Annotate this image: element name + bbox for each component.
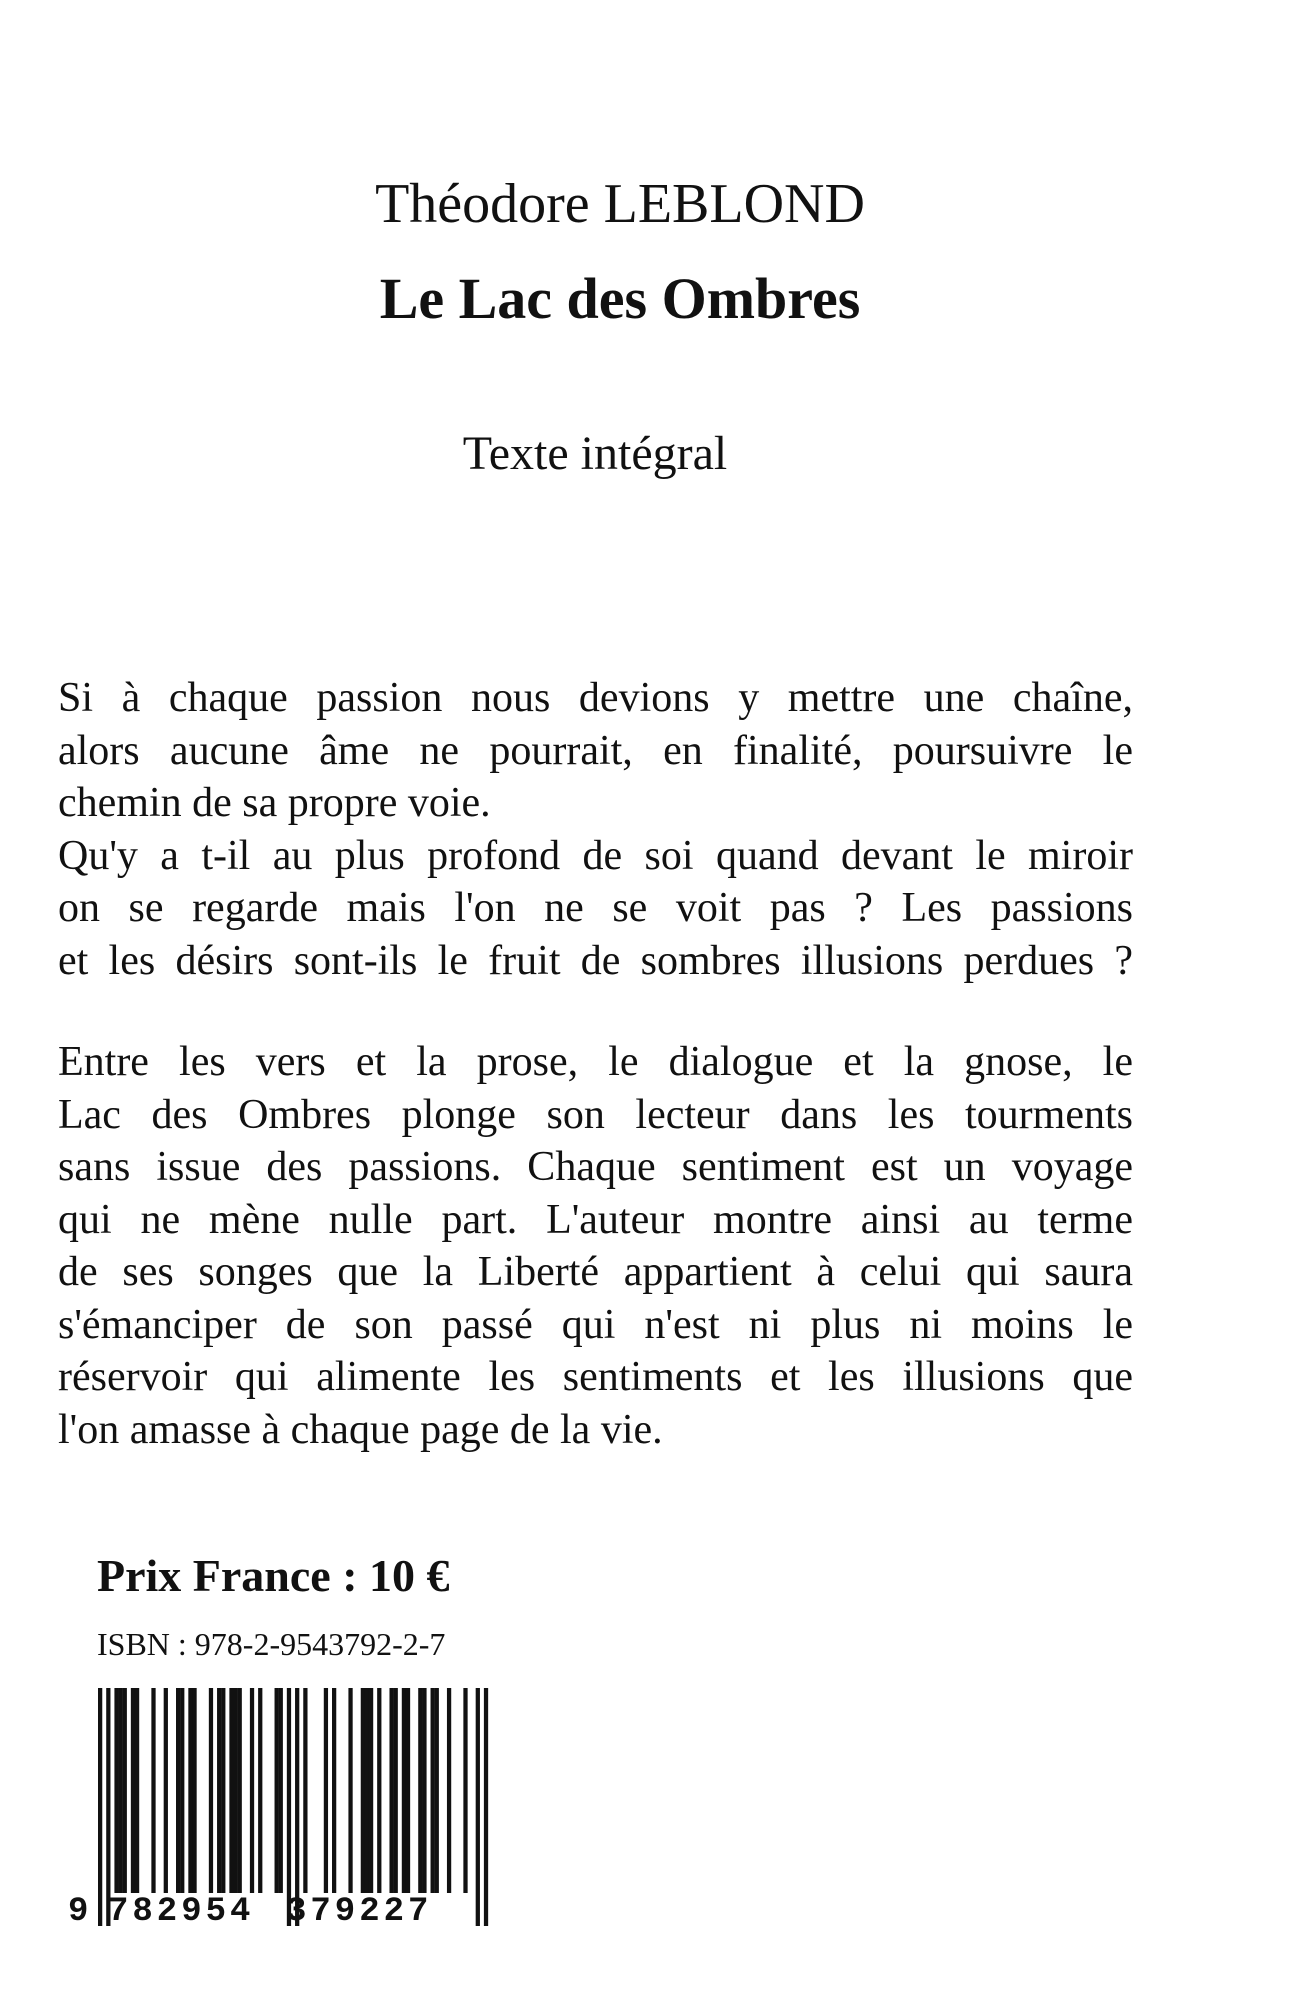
barcode-bar <box>389 1688 393 1893</box>
text-line: de ses songes que la Liberté appartient à celui qui saura <box>58 1249 1133 1295</box>
text-line: Si à chaque passion nous devions y mettre une chaîne, <box>58 675 1133 721</box>
text-line: Qu'y a t-il au plus profond de soi quand devant le miroir <box>58 832 1133 879</box>
barcode-bar <box>188 1688 192 1893</box>
text-line: l'on amasse à chaque page de la vie. <box>58 1406 663 1453</box>
barcode-first-digit: 9 <box>68 1893 89 1929</box>
barcode-bar <box>229 1688 233 1893</box>
barcode-bar <box>131 1688 135 1893</box>
book-subtitle: Texte intégral <box>462 427 728 480</box>
barcode-guard-bar <box>484 1688 488 1926</box>
isbn-label: ISBN : 978-2-9543792-2-7 <box>97 1626 446 1662</box>
barcode-bar <box>192 1688 196 1893</box>
barcode-bar <box>377 1688 381 1893</box>
barcode-bar <box>394 1688 398 1893</box>
barcode-bar <box>406 1688 410 1893</box>
isbn-barcode <box>58 1684 494 1929</box>
barcode-guard-bar <box>476 1688 480 1926</box>
barcode-bar <box>431 1688 435 1893</box>
barcode-bar <box>258 1688 262 1893</box>
barcode-bar <box>303 1688 307 1893</box>
barcode-bar <box>463 1688 467 1893</box>
price-label: Prix France : 10 € <box>97 1550 450 1601</box>
barcode-bar <box>180 1688 184 1893</box>
barcode-bar <box>348 1688 352 1893</box>
barcode-bar <box>361 1688 365 1893</box>
barcode-bar <box>217 1688 221 1893</box>
barcode-bar <box>402 1688 406 1893</box>
barcode-bar <box>123 1688 127 1893</box>
text-line: chemin de sa propre voie. <box>58 780 491 826</box>
barcode-bar <box>447 1688 451 1893</box>
text-line: Entre les vers et la prose, le dialogue et la gnose, le <box>58 1039 1133 1085</box>
text-line: et les désirs sont-ils le fruit de sombres illusions perdues ? <box>58 937 1133 984</box>
barcode-guard-bar <box>287 1688 291 1926</box>
barcode-guard-bar <box>98 1688 102 1926</box>
barcode-bar <box>369 1688 373 1893</box>
barcode-bar <box>114 1688 118 1893</box>
barcode-bar <box>135 1688 139 1893</box>
barcode-bar <box>164 1688 168 1893</box>
barcode-bar <box>418 1688 422 1893</box>
barcode-bar <box>250 1688 254 1893</box>
barcode-bar <box>332 1688 336 1893</box>
barcode-guard-bar <box>106 1688 110 1926</box>
barcode-bar <box>151 1688 155 1893</box>
barcode-left-digits: 782954 <box>108 1893 255 1929</box>
barcode-bar <box>275 1688 279 1893</box>
barcode-right-digits: 379227 <box>286 1893 433 1929</box>
text-line: Lac des Ombres plonge son lecteur dans les tourments <box>58 1091 1133 1138</box>
book-title: Le Lac des Ombres <box>379 266 861 331</box>
blurb-paragraph-2 <box>58 1036 1133 1456</box>
text-line: sans issue des passions. Chaque sentiment est un voyage <box>58 1144 1133 1190</box>
barcode-bar <box>365 1688 369 1893</box>
text-line: on se regarde mais l'on ne se voit pas ? Les passions <box>58 885 1133 931</box>
text-line: alors aucune âme ne pourrait, en finalité, poursuivre le <box>58 727 1133 774</box>
barcode-bar <box>238 1688 242 1893</box>
barcode-bar <box>176 1688 180 1893</box>
blurb-paragraph-1 <box>58 672 1133 987</box>
barcode-bar <box>435 1688 439 1893</box>
barcode-bar <box>209 1688 213 1893</box>
barcode-guard-bar <box>295 1688 299 1926</box>
author-name: Théodore LEBLOND <box>375 173 865 235</box>
barcode-bar <box>279 1688 283 1893</box>
barcode-bar <box>422 1688 426 1893</box>
text-line: réservoir qui alimente les sentiments et les illusions que <box>58 1354 1133 1400</box>
barcode-bar <box>233 1688 237 1893</box>
text-line: qui ne mène nulle part. L'auteur montre ainsi au terme <box>58 1196 1133 1243</box>
text-line: s'émanciper de son passé qui n'est ni plus ni moins le <box>58 1301 1133 1348</box>
barcode-bar <box>221 1688 225 1893</box>
barcode-bar <box>324 1688 328 1893</box>
barcode-bar <box>119 1688 123 1893</box>
